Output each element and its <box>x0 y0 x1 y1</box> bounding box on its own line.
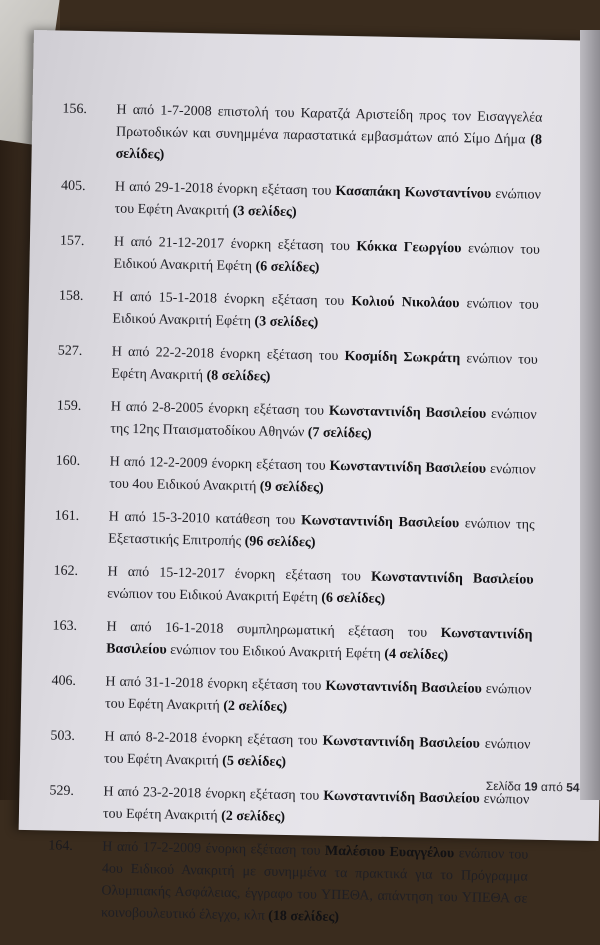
entry-text-bold: (3 σελίδες) <box>232 203 297 221</box>
list-item <box>38 285 559 339</box>
entry-text-segment: Η από 1-7-2008 επιστολή του Καρατζά Αριστείδη προς τον Εισαγγελέα Πρωτοδικών και συνημμένα παραστατικά εμβασμάτων από Σίμο Δήμα <box>115 102 543 148</box>
entry-text-segment: ενώπιον του Εφέτη Ανακριτή <box>103 736 531 769</box>
entry-text-segment: ενώπιον του Εφέτη Ανακριτή <box>114 186 542 219</box>
entry-number: 158. <box>58 288 84 304</box>
entry-text-bold: (6 σελίδες) <box>321 590 386 607</box>
entry-text-segment: Η από 17-2-2009 ένορκη εξέταση του <box>102 839 326 859</box>
entry-text-bold: Κωνσταντινίδη Βασιλείου <box>300 513 460 532</box>
list-item <box>27 835 549 933</box>
entry-text <box>91 451 556 504</box>
entry-text <box>83 836 549 933</box>
entry-text-bold: (6 σελίδες) <box>255 259 320 276</box>
entry-text-segment: ενώπιον του Ειδικού Ανακριτή Εφέτη <box>107 586 322 606</box>
entry-number: 503. <box>50 728 76 744</box>
entry-text-segment: Η από 23-2-2018 ένορκη εξέταση του <box>103 784 324 804</box>
entry-text-bold: (5 σελίδες) <box>222 753 287 770</box>
document-page <box>19 30 600 926</box>
entry-text <box>93 341 558 394</box>
entry-text-bold: (7 σελίδες) <box>307 425 372 442</box>
entry-list <box>27 98 563 944</box>
entry-number: 406. <box>51 673 77 689</box>
entry-text-segment: Η από 12-2-2009 ένορκη εξέταση του <box>109 454 330 474</box>
entry-text-segment: ενώπιον της 12ης Πταισματοδίκου Αθηνών <box>110 406 537 441</box>
entry-number: 156. <box>62 101 88 118</box>
entry-text-segment: ενώπιον του Εφέτη Ανακριτή <box>102 791 530 824</box>
entry-number: 163. <box>52 618 78 634</box>
entry-text-segment: ενώπιον του Εφέτη Ανακριτή <box>104 681 532 714</box>
entry-text-bold: (2 σελίδες) <box>223 698 288 715</box>
entry-text-bold: Κωνσταντινίδη Βασιλείου <box>105 625 533 658</box>
entry-text-segment: ενώπιον του Ειδικού Ανακριτή Εφέτη <box>113 241 541 275</box>
entry-text-bold: (4 σελίδες) <box>384 646 449 664</box>
entry-text-segment: ενώπιον του Εφέτη Ανακριτή <box>111 351 538 384</box>
entry-text-bold: Μαλέσιου Ευαγγέλου <box>324 843 455 862</box>
entry-text-bold: (96 σελίδες) <box>244 534 316 551</box>
entry-text-segment: Η από 8-2-2018 ένορκη εξέταση του <box>104 729 323 749</box>
entry-text-segment: Η από 21-12-2017 ένορκη εξέταση του <box>113 234 357 255</box>
page-stack-edge <box>580 30 600 800</box>
list-item <box>34 505 555 559</box>
entry-text <box>96 176 561 229</box>
entry-text <box>97 99 562 174</box>
entry-text-segment: Η από 15-1-2018 ένορκη εξέταση του <box>112 289 352 310</box>
entry-text-bold: Κασαπάκη Κωνσταντίνου <box>335 183 492 202</box>
entry-text-bold: (9 σελίδες) <box>259 479 324 496</box>
footer-page-number: 19 <box>524 779 538 794</box>
entry-text <box>88 616 553 669</box>
list-item <box>39 230 560 284</box>
list-item <box>32 615 553 669</box>
entry-text-bold: (3 σελίδες) <box>254 314 319 331</box>
entry-text-bold: Κωνσταντινίδη Βασιλείου <box>370 569 534 588</box>
entry-number: 164. <box>48 838 73 854</box>
entry-text <box>92 396 557 449</box>
entry-text-segment: Η από 15-12-2017 ένορκη εξέταση του <box>107 564 372 585</box>
entry-text-bold: Κωνσταντινίδη Βασιλείου <box>322 733 481 752</box>
entry-text-bold: (2 σελίδες) <box>221 808 286 825</box>
entry-text-segment: ενώπιον του Ειδικού Ανακριτή Εφέτη <box>112 296 539 330</box>
entry-text <box>89 561 554 614</box>
entry-text-segment: ενώπιον του Ειδικού Ανακριτή Εφέτη <box>166 642 385 662</box>
list-item <box>36 395 557 449</box>
entry-text <box>94 286 559 339</box>
entry-text-segment: ενώπιον του 4ου Ειδικού Ανακριτή με συνημμένα τα πρακτικά για το Πρόγραμμα Ολυμπιακής Ασφάλειας, έγγραφο του ΥΠΕΘΑ, απάντηση του ΥΠΕΘΑ σε κοινοβουλευτικό έλεγχο, κλπ <box>100 846 529 924</box>
list-item <box>31 670 552 724</box>
entry-text <box>90 506 555 559</box>
entry-text-segment: ενώπιον του 4ου Ειδικού Ανακριτή <box>109 461 536 495</box>
entry-text-segment: ενώπιον της Εξεταστικής Επιτροπής <box>108 516 535 550</box>
entry-text <box>87 671 552 724</box>
entry-text-bold: Κωνσταντινίδη Βασιλείου <box>323 788 480 807</box>
list-item <box>33 560 554 614</box>
entry-number: 161. <box>54 508 80 524</box>
entry-text-segment: Η από 31-1-2018 ένορκη εξέταση του <box>105 674 326 694</box>
entry-text-segment: Η από 2-8-2005 ένορκη εξέταση του <box>110 399 330 419</box>
entry-text-bold: Κωνσταντινίδη Βασιλείου <box>328 403 487 422</box>
entry-number: 405. <box>60 178 86 195</box>
entry-number: 157. <box>59 233 85 250</box>
entry-text-bold: Κωνσταντινίδη Βασιλείου <box>329 458 487 477</box>
list-item <box>35 450 556 504</box>
entry-text-bold: (8 σελίδες) <box>206 368 271 385</box>
footer-of-label: από <box>540 779 563 795</box>
entry-text-segment: Η από 29-1-2018 ένορκη εξέταση του <box>114 179 336 199</box>
entry-text-segment: Η από 16-1-2018 συμπληρωματική εξέταση του <box>106 619 441 641</box>
entry-number: 527. <box>57 343 83 359</box>
list-item <box>41 98 562 174</box>
entry-text <box>95 231 560 284</box>
entry-number: 162. <box>53 563 79 579</box>
entry-number: 529. <box>49 783 75 799</box>
entry-text-bold: Κολιού Νικολάου <box>351 294 460 312</box>
entry-text-segment: Η από 15-3-2010 κατάθεση του <box>108 509 302 529</box>
entry-text-bold: Κόκκα Γεωργίου <box>356 239 462 257</box>
entry-number: 160. <box>55 453 81 469</box>
entry-text-bold: (18 σελίδες) <box>268 908 340 926</box>
footer-page-label: Σελίδα <box>485 778 522 794</box>
list-item <box>40 175 561 229</box>
list-item <box>37 340 558 394</box>
entry-text <box>86 726 551 779</box>
entry-text-bold: Κοσμίδη Σωκράτη <box>344 349 461 367</box>
entry-text-bold: (8 σελίδες) <box>115 132 543 163</box>
entry-number: 159. <box>56 398 82 414</box>
footer-total-pages: 54 <box>566 780 580 795</box>
entry-text-bold: Κωνσταντινίδη Βασιλείου <box>325 678 482 697</box>
entry-text-segment: Η από 22-2-2018 ένορκη εξέταση του <box>111 344 345 365</box>
